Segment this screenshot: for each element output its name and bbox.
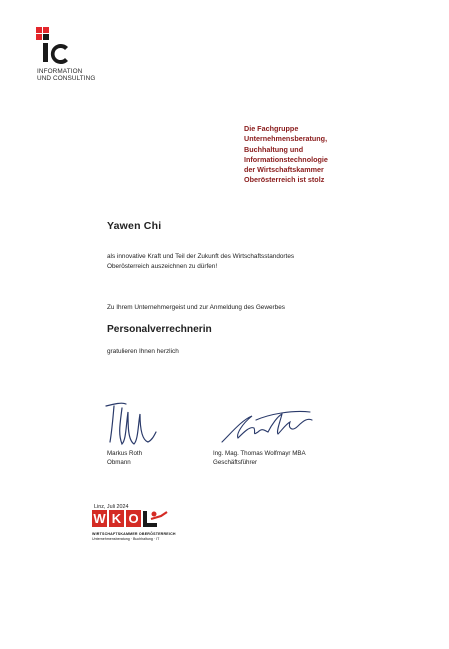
ic-logo (36, 27, 106, 87)
body-line-1: als innovative Kraft und Teil der Zukunft des Wirtschaftsstandortes (107, 253, 295, 260)
body-line-4: gratulieren Ihnen herzlich (107, 348, 179, 355)
heading-line: Unternehmensberatung, (244, 134, 328, 144)
logo-line-1: INFORMATION (37, 68, 83, 75)
heading-block (244, 124, 384, 186)
ic-logo-mark (36, 27, 76, 67)
signature-markus-roth (100, 396, 172, 452)
signatory-title: Geschäftsführer (213, 458, 258, 466)
signature-thomas-wolfmayr (212, 402, 320, 450)
signatory-1 (107, 450, 142, 467)
body-line-2: Oberösterreich auszeichnen zu dürfen! (107, 263, 218, 270)
logo-line-2: UND CONSULTING (37, 75, 96, 83)
wko-line-1: WIRTSCHAFTSKAMMER OBERÖSTERREICH (92, 532, 176, 536)
wko-line-2: Unternehmensberatung · Buchhaltung · IT (92, 537, 160, 541)
body-line-3: Zu Ihrem Unternehmergeist und zur Anmeldung des Gewerbes (107, 304, 285, 311)
heading-line: der Wirtschaftskammer (244, 165, 324, 175)
heading-line: Die Fachgruppe (244, 124, 299, 133)
wko-logo (92, 510, 184, 552)
wko-figure-icon (143, 510, 169, 528)
heading-line: Oberösterreich ist stolz (244, 175, 325, 185)
heading-line: Informationstechnologie (244, 154, 328, 164)
wko-letter-o: O (126, 510, 141, 527)
wko-letter-w: W (93, 511, 106, 526)
signatory-2 (213, 450, 306, 467)
logo-subtitle (37, 68, 95, 82)
place-date: Linz, Juli 2024 (94, 504, 129, 510)
profession-title: Personalverrechnerin (107, 324, 212, 335)
heading-line: Buchhaltung und (244, 144, 304, 154)
recipient-name: Yawen Chi (107, 220, 162, 232)
signatory-name: Markus Roth (107, 450, 143, 457)
signatory-name: Ing. Mag. Thomas Wolfmayr MBA (213, 450, 306, 457)
signatory-title: Obmann (107, 458, 131, 466)
wko-letter-k: K (109, 510, 124, 527)
